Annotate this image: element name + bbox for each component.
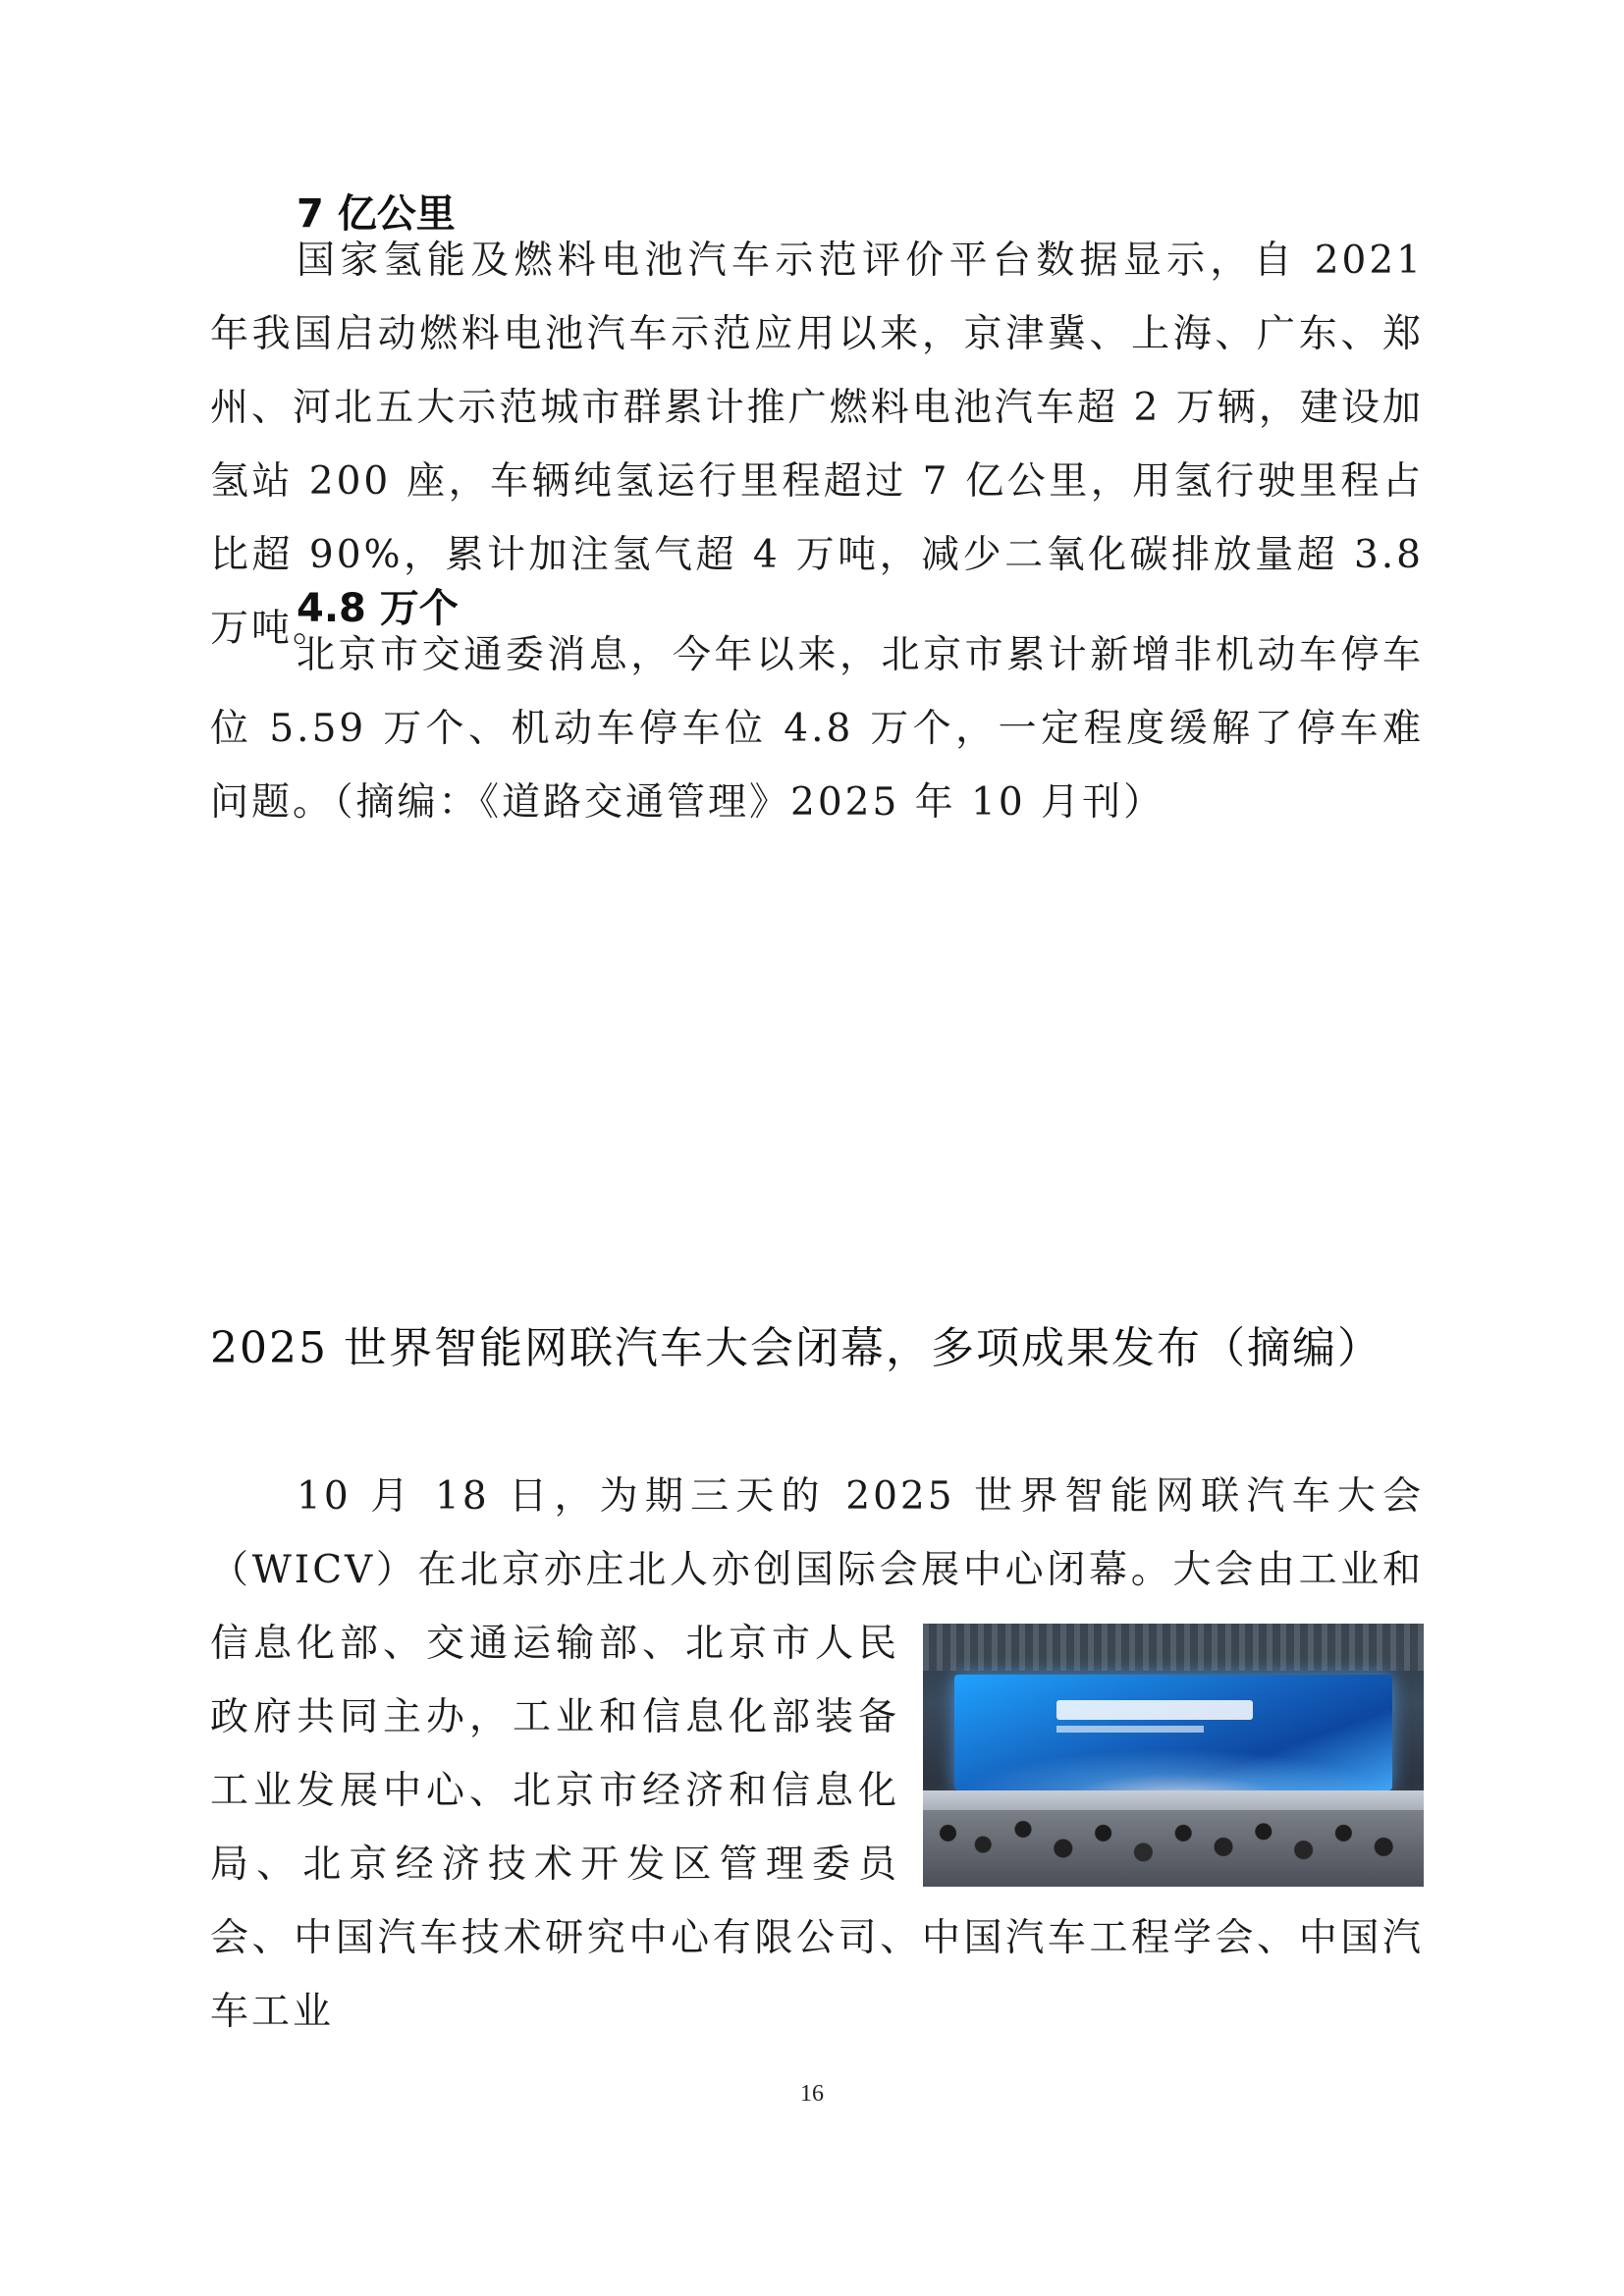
article-title: 2025 世界智能网联汽车大会闭幕，多项成果发布（摘编）: [210, 1323, 1382, 1373]
section-body-hydrogen-vehicles: 国家氢能及燃料电池汽车示范评价平台数据显示，自 2021 年我国启动燃料电池汽车示范应用以来，京津冀、上海、广东、郑州、河北五大示范城市群累计推广燃料电池汽车超 2 万辆，建设加氢站 200 座，车辆纯氢运行里程超过 7 亿公里，用氢行驶里程占比超 90%，累计加注氢气超 4 万吨，减少二氧化碳排放量超 3.8 万吨。: [210, 239, 1424, 651]
conference-photo: [923, 1624, 1424, 1887]
photo-ceiling: [923, 1624, 1424, 1671]
article-body-part-2: 部、交通运输部、北京市人民政府共同主办，工业和信息化部装备工业发展中心、北京市经济和信息化局、北京经济技术开发区管理委员会、中国汽车技术研究中心有限公司、中国汽车工程学会、中国汽车工业: [210, 1622, 1424, 2034]
photo-wave: [954, 1749, 1392, 1790]
article-body-text: [210, 1460, 1424, 2049]
photo-audience: [923, 1810, 1424, 1887]
section-heading-7-billion-km: 7 亿公里: [297, 191, 456, 237]
section-body-parking: 北京市交通委消息，今年以来，北京市累计新增非机动车停车位 5.59 万个、机动车停车位 4.8 万个，一定程度缓解了停车难问题。（摘编：《道路交通管理》2025 年 10 月刊）: [210, 633, 1424, 825]
photo-screen-sub: [1056, 1726, 1204, 1733]
article-body-part-1: 10 月 18 日，为期三天的 2025 世界智能网联汽车大会（WICV）在北京亦庄北人亦创国际会展中心闭幕。大会由工业和信息化: [210, 1474, 1424, 1666]
page-number: 16: [800, 2081, 824, 2107]
article-body-block: [210, 1460, 1424, 2049]
photo-screen-text: [1056, 1700, 1253, 1720]
section-heading-48-thousand: 4.8 万个: [297, 586, 459, 631]
